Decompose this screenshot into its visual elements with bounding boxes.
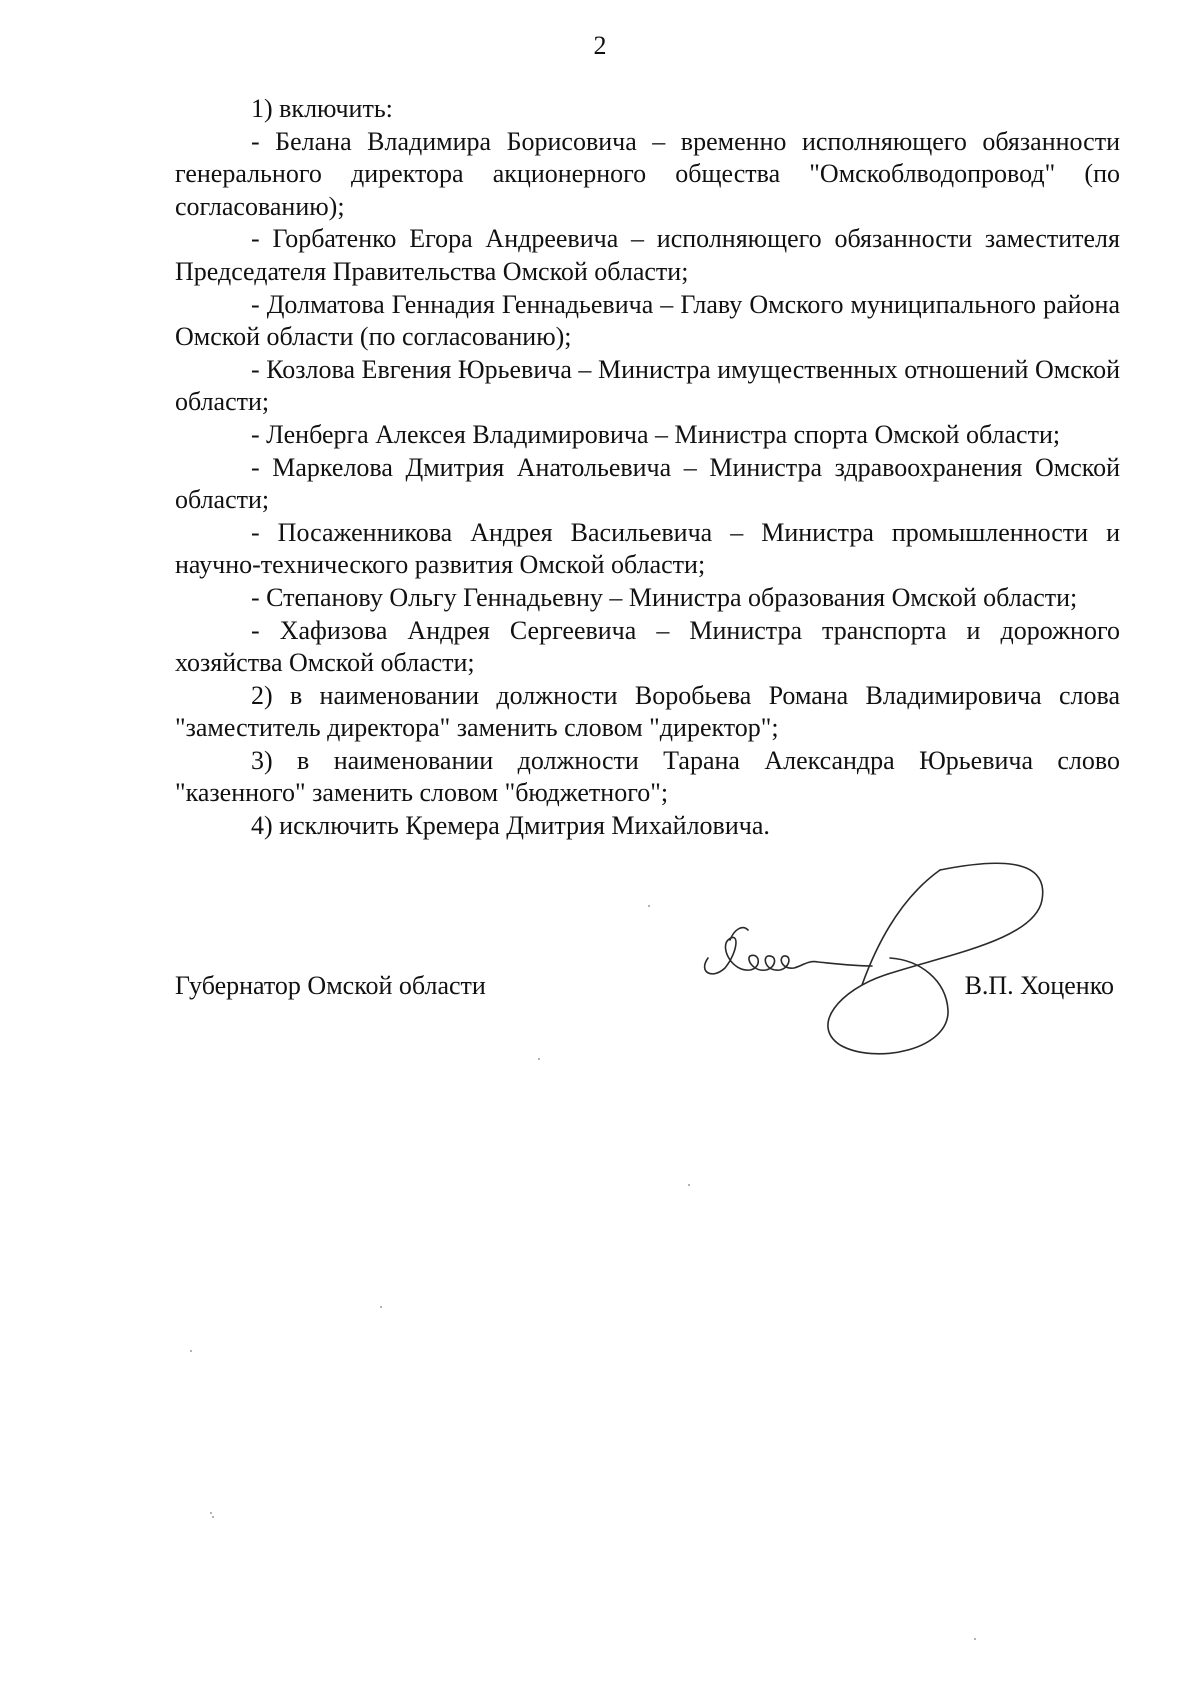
- handwritten-signature: [690, 860, 1070, 1060]
- paragraph-stepanova: - Степанову Ольгу Геннадьевну – Министра образования Омской области;: [251, 582, 1078, 612]
- scan-speck: [380, 1306, 382, 1308]
- scan-speck: [190, 1350, 192, 1352]
- scan-speck: [212, 1516, 214, 1518]
- signer-name: В.П. Хоценко: [964, 971, 1114, 1000]
- signer-title: Губернатор Омской области: [175, 971, 486, 1000]
- paragraph-markelov: - Маркелова Дмитрия Анатольевича – Министра здравоохранения Омской области;: [175, 452, 1120, 515]
- signature-block: [175, 970, 1120, 1010]
- paragraph-vorobyov-rename: 2) в наименовании должности Воробьева Романа Владимировича слова "заместитель директора" заменить словом "директор";: [175, 680, 1120, 743]
- scan-speck: [688, 1184, 690, 1186]
- paragraph-include-heading: 1) включить:: [251, 94, 393, 123]
- paragraph-dolmatov: - Долматова Геннадия Геннадьевича – Главу Омского муниципального района Омской области (по согласованию);: [175, 289, 1120, 352]
- paragraph-posazhennikov: - Посаженникова Андрея Васильевича – Министра промышленности и научно-технического развития Омской области;: [175, 517, 1120, 580]
- paragraph-khafizov: - Хафизова Андрея Сергеевича – Министра транспорта и дорожного хозяйства Омской области;: [175, 615, 1120, 678]
- paragraph-belan: - Белана Владимира Борисовича – временно исполняющего обязанности генерального директора акционерного общества "Омскоблводопровод" (по согласованию);: [175, 126, 1120, 221]
- paragraph-gorbatenko: - Горбатенко Егора Андреевича – исполняющего обязанности заместителя Председателя Правительства Омской области;: [175, 224, 1120, 286]
- paragraph-kremer-exclude: 4) исключить Кремера Дмитрия Михайловича.: [251, 811, 770, 841]
- paragraph-kozlov: - Козлова Евгения Юрьевича – Министра имущественных отношений Омской области;: [175, 354, 1120, 417]
- paragraph-lenberg: - Ленберга Алексея Владимировича – Министра спорта Омской области;: [251, 419, 1061, 449]
- scan-speck: [538, 1058, 540, 1060]
- document-body: [175, 93, 1120, 843]
- page-number: 2: [593, 31, 607, 60]
- paragraph-taran-rename: 3) в наименовании должности Тарана Александра Юрьевича слово "казенного" заменить словом "бюджетного";: [175, 745, 1120, 808]
- scan-speck: [210, 1512, 212, 1514]
- scan-speck: [648, 905, 650, 907]
- scan-speck: [974, 1638, 976, 1640]
